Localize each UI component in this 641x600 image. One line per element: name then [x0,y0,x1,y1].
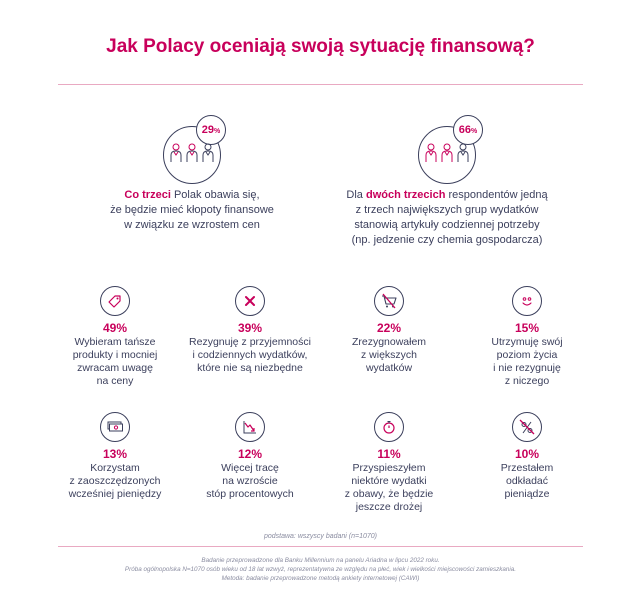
stat-4-line-1: Utrzymuję swój [491,336,563,348]
highlight-2-line-1-pre: Dla [346,189,366,201]
stat-8-desc [457,462,597,501]
stat-7-line-2: niektóre wydatki [351,475,427,487]
stat-5-value: 13% [102,447,128,461]
highlight-1-badge [196,115,226,145]
highlight-1-badge-value: 29 [201,124,214,136]
highlight-1-line-1-rest: Polak obawia się, [170,189,260,201]
cross-icon [243,294,257,308]
stat-6-value: 12% [237,447,263,461]
stat-1-line-3: zwracam uwagę [77,362,153,374]
stat-2-line-2: i codziennych wydatków, [192,349,308,361]
stat-1-line-4: na ceny [96,375,134,387]
stat-5-line-1: Korzystam [90,462,140,474]
stat-4-icon-circle [512,286,542,316]
highlight-2-badge-value: 66 [458,124,471,136]
no-percent-icon [518,419,536,435]
footer-line-3: Metoda: badanie przeprowadzone metodą ankiety internetowej (CAWI) [221,575,420,582]
highlight-1-line-1 [92,188,292,203]
stat-3-line-2: z większych [360,349,417,361]
stat-1-icon-circle [100,286,130,316]
stat-2-value: 39% [237,321,263,335]
base-note: podstawa: wszyscy badani (n=1070) [263,533,378,540]
stat-2-line-1: Rezygnuję z przyjemności [189,336,311,348]
stat-7-desc [319,462,459,514]
stat-8-icon-circle [512,412,542,442]
cancelled-cart-icon [380,293,398,309]
stat-5-line-2: z zaoszczędzonych [69,475,161,487]
stat-6 [180,412,320,501]
bottom-divider [58,546,583,547]
stopwatch-icon [381,419,397,435]
stat-7-icon-circle [374,412,404,442]
footer-line-1: Badanie przeprowadzone dla Banku Millennium na panelu Ariadna w lipcu 2022 roku. [201,557,440,564]
highlight-2-emphasis: dwóch trzecich [365,189,446,201]
top-divider [58,84,583,85]
stat-1-desc [45,336,185,388]
stat-1-line-1: Wybieram tańsze [74,336,156,348]
stat-6-line-3: stóp procentowych [206,488,294,500]
stat-4-line-4: z niczego [504,375,550,387]
price-tag-icon [107,293,123,309]
highlight-2-text [327,188,567,248]
cash-icon [106,420,124,434]
stat-7-value: 11% [377,447,401,461]
stat-8-value: 10% [514,447,540,461]
stat-8-line-2: odkładać [505,475,549,487]
stat-1-line-2: produkty i mocniej [72,349,158,361]
stat-7 [319,412,459,514]
stat-4-line-3: i nie rezygnuję [493,362,561,374]
stat-4-line-2: poziom życia [496,349,558,361]
stat-2-line-3: które nie są niezbędne [197,362,303,374]
highlight-2-badge-unit: % [471,128,478,135]
page-title: Jak Polacy oceniają swoją sytuację finansową? [106,36,535,57]
stat-6-icon-circle [235,412,265,442]
stat-3-line-3: wydatków [365,362,413,374]
stat-4-value: 15% [514,321,540,335]
highlight-2-line-1-rest: respondentów jedną [445,189,548,201]
highlight-2-line-1 [327,188,567,203]
stat-6-line-2: na wzroście [222,475,278,487]
highlight-1-badge-unit: % [214,128,221,135]
stat-5 [45,412,185,501]
stat-6-desc [180,462,320,501]
stat-8 [457,412,597,501]
highlight-1-emphasis: Co trzeci [124,189,171,201]
stat-3-line-1: Zrezygnowałem [351,336,427,348]
stat-3-desc [319,336,459,375]
stat-5-icon-circle [100,412,130,442]
highlight-2-line-4: (np. jedzenie czy chemia gospodarcza) [351,234,543,246]
stat-5-line-3: wcześniej pieniędzy [68,488,162,500]
stat-5-desc [45,462,185,501]
highlight-1-text [92,188,292,233]
stat-2-icon-circle [235,286,265,316]
stat-2-desc [180,336,320,375]
highlight-2-line-3: stanowią artykuły codziennej potrzeby [354,219,540,231]
footer-notes [0,556,641,583]
falling-chart-icon [242,419,258,435]
stat-3-icon-circle [374,286,404,316]
highlight-1-line-2: że będzie mieć kłopoty finansowe [110,204,274,216]
highlight-1-line-3: w związku ze wzrostem cen [124,219,260,231]
three-people-icon [424,143,470,163]
stat-8-line-3: pieniądze [504,488,550,500]
stat-1 [45,286,185,388]
stat-1-value: 49% [102,321,128,335]
stat-7-line-1: Przyspieszyłem [352,462,426,474]
stat-8-line-1: Przestałem [500,462,554,474]
stat-3-value: 22% [376,321,402,335]
three-people-icon [169,143,215,163]
footer-line-2: Próba ogólnopolska N=1070 osób wieku od 18 lat wzwyż, reprezentatywna ze względu na płeć, wiek i wielkości miejscowości zamieszkania. [124,566,517,573]
stat-3 [319,286,459,375]
highlight-2-badge [453,115,483,145]
stat-4-desc [457,336,597,388]
highlight-2-line-2: z trzech największych grup wydatków [355,204,539,216]
stat-6-line-1: Więcej tracę [221,462,279,474]
smiley-icon [519,293,535,309]
stat-2 [180,286,320,375]
stat-4 [457,286,597,388]
stat-7-line-4: jeszcze drożej [355,501,423,513]
stat-7-line-3: z obawy, że będzie [344,488,434,500]
